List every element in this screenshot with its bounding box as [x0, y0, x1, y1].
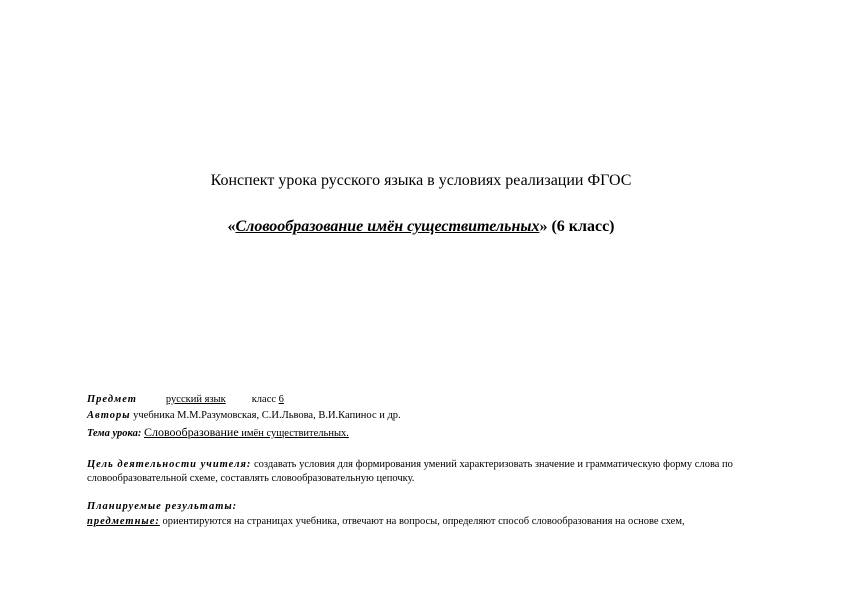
open-quote: « — [227, 218, 236, 235]
subject-row — [87, 393, 284, 406]
lesson-topic-rest: имён существительных. — [238, 428, 349, 439]
subject-value: русский язык — [165, 394, 226, 405]
teacher-goal-text-1: создавать условия для формирования умений характеризовать значение и грамматическую форму слова по — [251, 459, 733, 470]
teacher-goal-row-continued — [87, 472, 414, 485]
teacher-goal-text-2: словообразовательной схеме, составлять словообразовательную цепочку. — [87, 473, 415, 484]
authors-label: Авторы — [87, 410, 131, 421]
authors-text: учебника М.М.Разумовская, С.И.Львова, В.И.Капинос и др. — [130, 410, 401, 421]
planned-results-row — [87, 500, 237, 513]
planned-results-label: Планируемые результаты: — [87, 501, 238, 512]
lesson-topic: Словообразование имён существительных — [235, 218, 540, 235]
subject-results-text: ориентируются на страницах учебника, отвечают на вопросы, определяют способ словообразования на основе схем, — [159, 516, 685, 527]
close-quote: » — [539, 218, 548, 235]
subject-results-row — [87, 515, 685, 528]
subject-results-label: предметные: — [87, 516, 160, 527]
authors-row — [87, 409, 401, 422]
grade-note: (6 класс) — [547, 218, 615, 235]
lesson-topic-label: Тема урока: — [87, 428, 142, 439]
document-title: Конспект урока русского языка в условиях реализации ФГОС — [210, 172, 632, 189]
subject-label: Предмет — [87, 394, 137, 405]
lesson-topic-heading — [0, 218, 842, 236]
teacher-goal-label: Цель деятельности учителя: — [87, 459, 252, 470]
lesson-topic-row — [87, 426, 349, 440]
teacher-goal-row — [87, 458, 733, 471]
grade-value: 6 — [278, 394, 284, 405]
grade-label: класс — [251, 394, 277, 405]
lesson-topic-word: Словообразование — [143, 425, 239, 439]
